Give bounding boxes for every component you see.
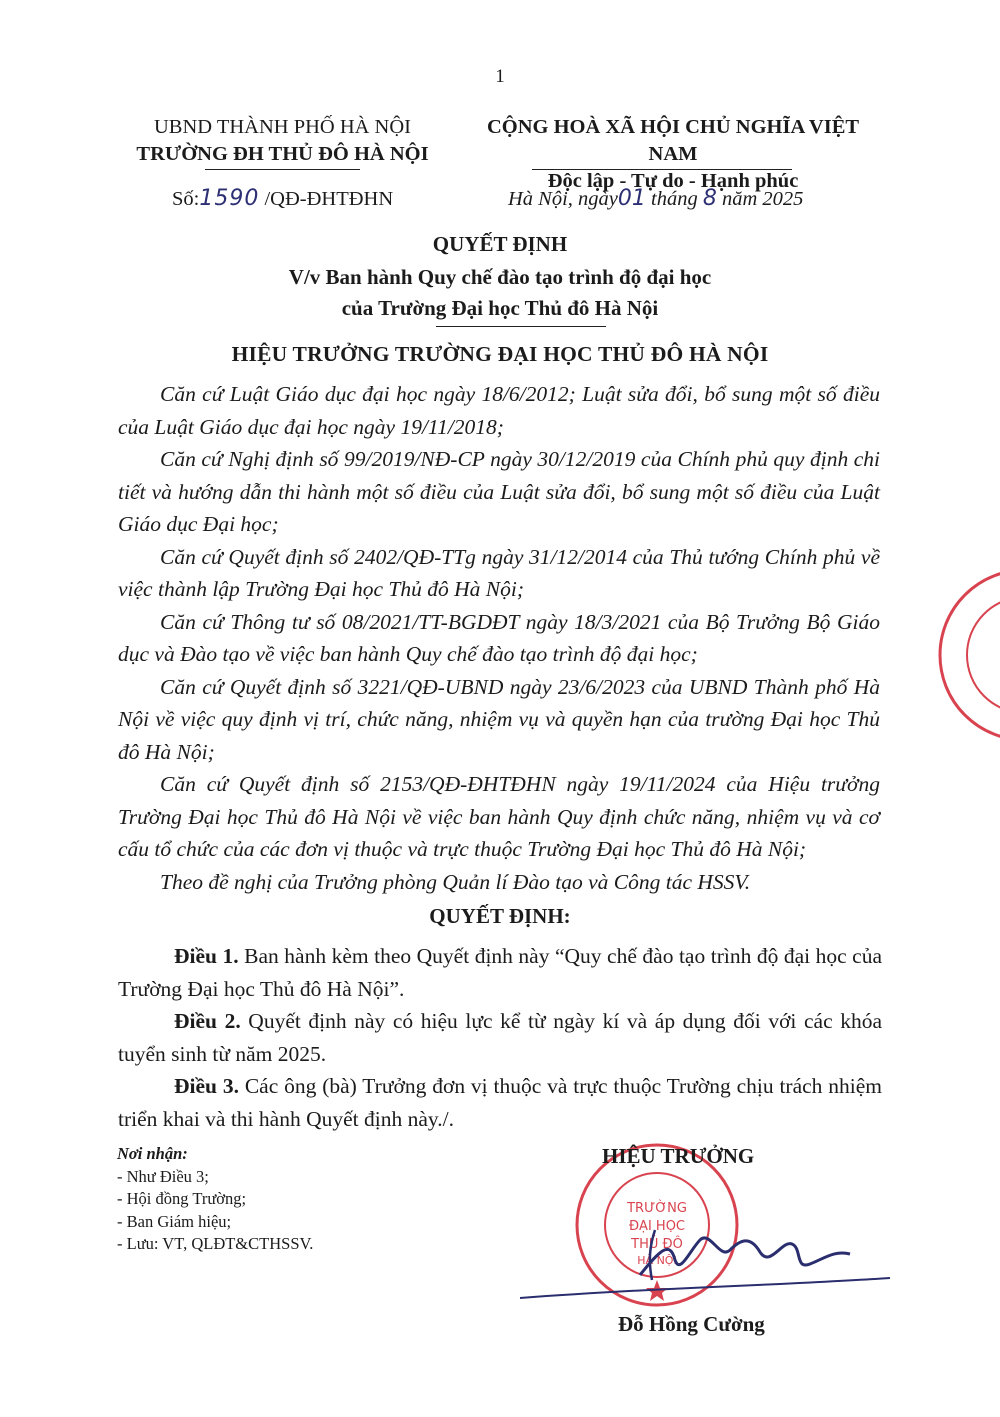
issuing-body-underline [205,169,360,170]
article-text: Quyết định này có hiệu lực kể từ ngày kí và áp dụng đối với các khóa tuyển sinh từ năm 2025. [118,1009,883,1066]
document-date [508,186,803,211]
issuing-authority: HIỆU TRƯỞNG TRƯỜNG ĐẠI HỌC THỦ ĐÔ HÀ NỘI [231,342,769,366]
basis-item: Căn cứ Nghị định số 99/2019/NĐ-CP ngày 30/12/2019 của Chính phủ quy định chi tiết và hướng dẫn thi hành một số điều của Luật sửa đổi, bổ sung một số điều của Luật Giáo dục Đại học; [118,447,880,536]
recipient-item: - Ban Giám hiệu; [117,1211,232,1231]
svg-text:HÀ NỘI: HÀ NỘI [637,1254,677,1267]
signer-name: Đỗ Hồng Cường [618,1312,765,1336]
svg-text:TRƯỜNG: TRƯỜNG [627,1201,687,1216]
legal-basis [118,378,880,898]
article-text: Ban hành kèm theo Quyết định này “Quy chế đào tạo trình độ đại học của Trường Đại học Thủ đô Hà Nội”. [118,944,883,1001]
article-label: Điều 3. [174,1074,239,1098]
articles [118,940,882,1135]
document-number-prefix: Số: [172,188,200,210]
issuing-body-name: TRƯỜNG ĐH THỦ ĐÔ HÀ NỘI [136,143,429,165]
svg-text:THỦ ĐÔ: THỦ ĐÔ [631,1237,683,1252]
article-text: Các ông (bà) Trưởng đơn vị thuộc và trực thuộc Trường chịu trách nhiệm triển khai và thi hành Quyết định này./. [118,1074,882,1131]
issuing-body [110,114,455,168]
basis-item: Theo đề nghị của Trưởng phòng Quản lí Đào tạo và Công tác HSSV. [160,869,751,894]
motto: Độc lập - Tự do - Hạnh phúc [547,170,799,192]
recipient-item: - Như Điều 3; [117,1166,209,1186]
basis-item: Căn cứ Thông tư số 08/2021/TT-BGDĐT ngày 18/3/2021 của Bộ Trưởng Bộ Giáo dục và Đào tạo về việc ban hành Quy chế đào tạo trình độ đại học; [118,609,880,666]
basis-item: Căn cứ Luật Giáo dục đại học ngày 18/6/2012; Luật sửa đổi, bổ sung một số điều của Luật Giáo dục đại học ngày 19/11/2018; [118,382,880,439]
article-label: Điều 1. [174,944,239,968]
article-3 [118,1070,882,1135]
basis-item: Căn cứ Quyết định số 3221/QĐ-UBND ngày 23/6/2023 của UBND Thành phố Hà Nội về việc quy định vị trí, chức năng, nhiệm vụ và quyền hạn của trường Đại học Thủ đô Hà Nội; [118,674,880,764]
recipient-item: - Lưu: VT, QLĐT&CTHSSV. [117,1234,314,1253]
national-motto [462,114,884,195]
issuing-body-parent: UBND THÀNH PHỐ HÀ NỘI [153,116,411,138]
basis-item: Căn cứ Quyết định số 2402/QĐ-TTg ngày 31/12/2014 của Thủ tướng Chính phủ về việc thành lập Trường Đại học Thủ đô Hà Nội; [118,544,880,601]
article-label: Điều 2. [174,1009,241,1033]
title-underline [436,326,606,327]
svg-text:ĐẠI HỌC: ĐẠI HỌC [628,1219,686,1234]
date-prefix: Hà Nội, ngày [508,188,618,210]
document-type: QUYẾT ĐỊNH [432,232,568,256]
signer-title: HIỆU TRƯỞNG [602,1144,755,1168]
country-name: CỘNG HOÀ XÃ HỘI CHỦ NGHĨA VIỆT NAM [486,116,860,165]
date-day-handwritten: 01 [617,186,646,211]
recipients [117,1143,313,1256]
recipient-item: - Hội đồng Trường; [117,1189,247,1208]
article-1 [118,940,882,1005]
edge-seal-fragment [930,560,1000,750]
document-number [172,186,393,211]
page-number: 1 [495,66,505,87]
handwritten-signature [520,1180,900,1310]
motto-underline [532,169,792,170]
document-number-handwritten: 1590 [199,186,260,211]
basis-item: Căn cứ Quyết định số 2153/QĐ-ĐHTĐHN ngày 19/11/2024 của Hiệu trưởng Trường Đại học Thủ đô Hà Nội về việc ban hành Quy định chức năng, nhiệm vụ và cơ cấu tổ chức của các đơn vị thuộc và trực thuộc Trường Đại học Thủ đô Hà Nội; [118,772,880,861]
date-month-handwritten: 8 [702,186,717,211]
date-month-label: tháng [645,188,703,210]
document-subject-line2: của Trường Đại học Thủ đô Hà Nội [341,296,659,320]
date-year-label: năm 2025 [716,188,804,210]
document-number-suffix: /QĐ-ĐHTĐHN [259,188,394,210]
document-subject-line1: V/v Ban hành Quy chế đào tạo trình độ đại học [288,265,712,289]
recipients-title: Nơi nhận: [117,1144,188,1163]
article-2 [118,1005,882,1070]
decision-heading: QUYẾT ĐỊNH: [429,904,571,928]
